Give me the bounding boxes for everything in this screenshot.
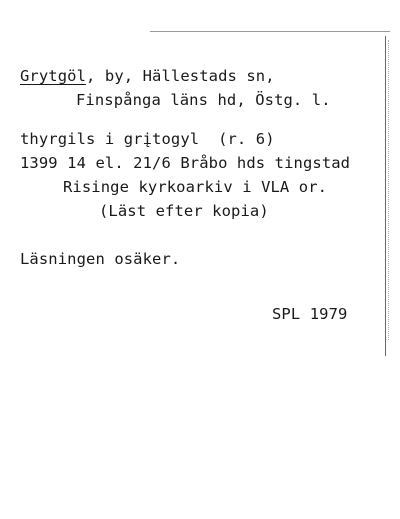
copy-note-line: (Läst efter kopia) (99, 202, 269, 220)
archive-line: Risinge kyrkoarkiv i VLA or. (63, 178, 328, 196)
source-form-line: thyrgils i grįtogyl (r. 6) (20, 130, 275, 148)
date-line: 1399 14 el. 21/6 Bråbo hds tingstad (20, 154, 351, 172)
card-right-edge-shadow (388, 40, 389, 340)
reading-note: Läsningen osäker. (20, 250, 181, 268)
heading-rest: , by, Hällestads sn, (86, 67, 275, 85)
district-line: Finspånga läns hd, Östg. l. (76, 91, 331, 109)
heading-line (20, 66, 275, 86)
card-top-edge (150, 31, 390, 32)
headword: Grytgöl (20, 67, 87, 85)
signature: SPL 1979 (272, 305, 348, 323)
card-right-edge (385, 36, 386, 356)
